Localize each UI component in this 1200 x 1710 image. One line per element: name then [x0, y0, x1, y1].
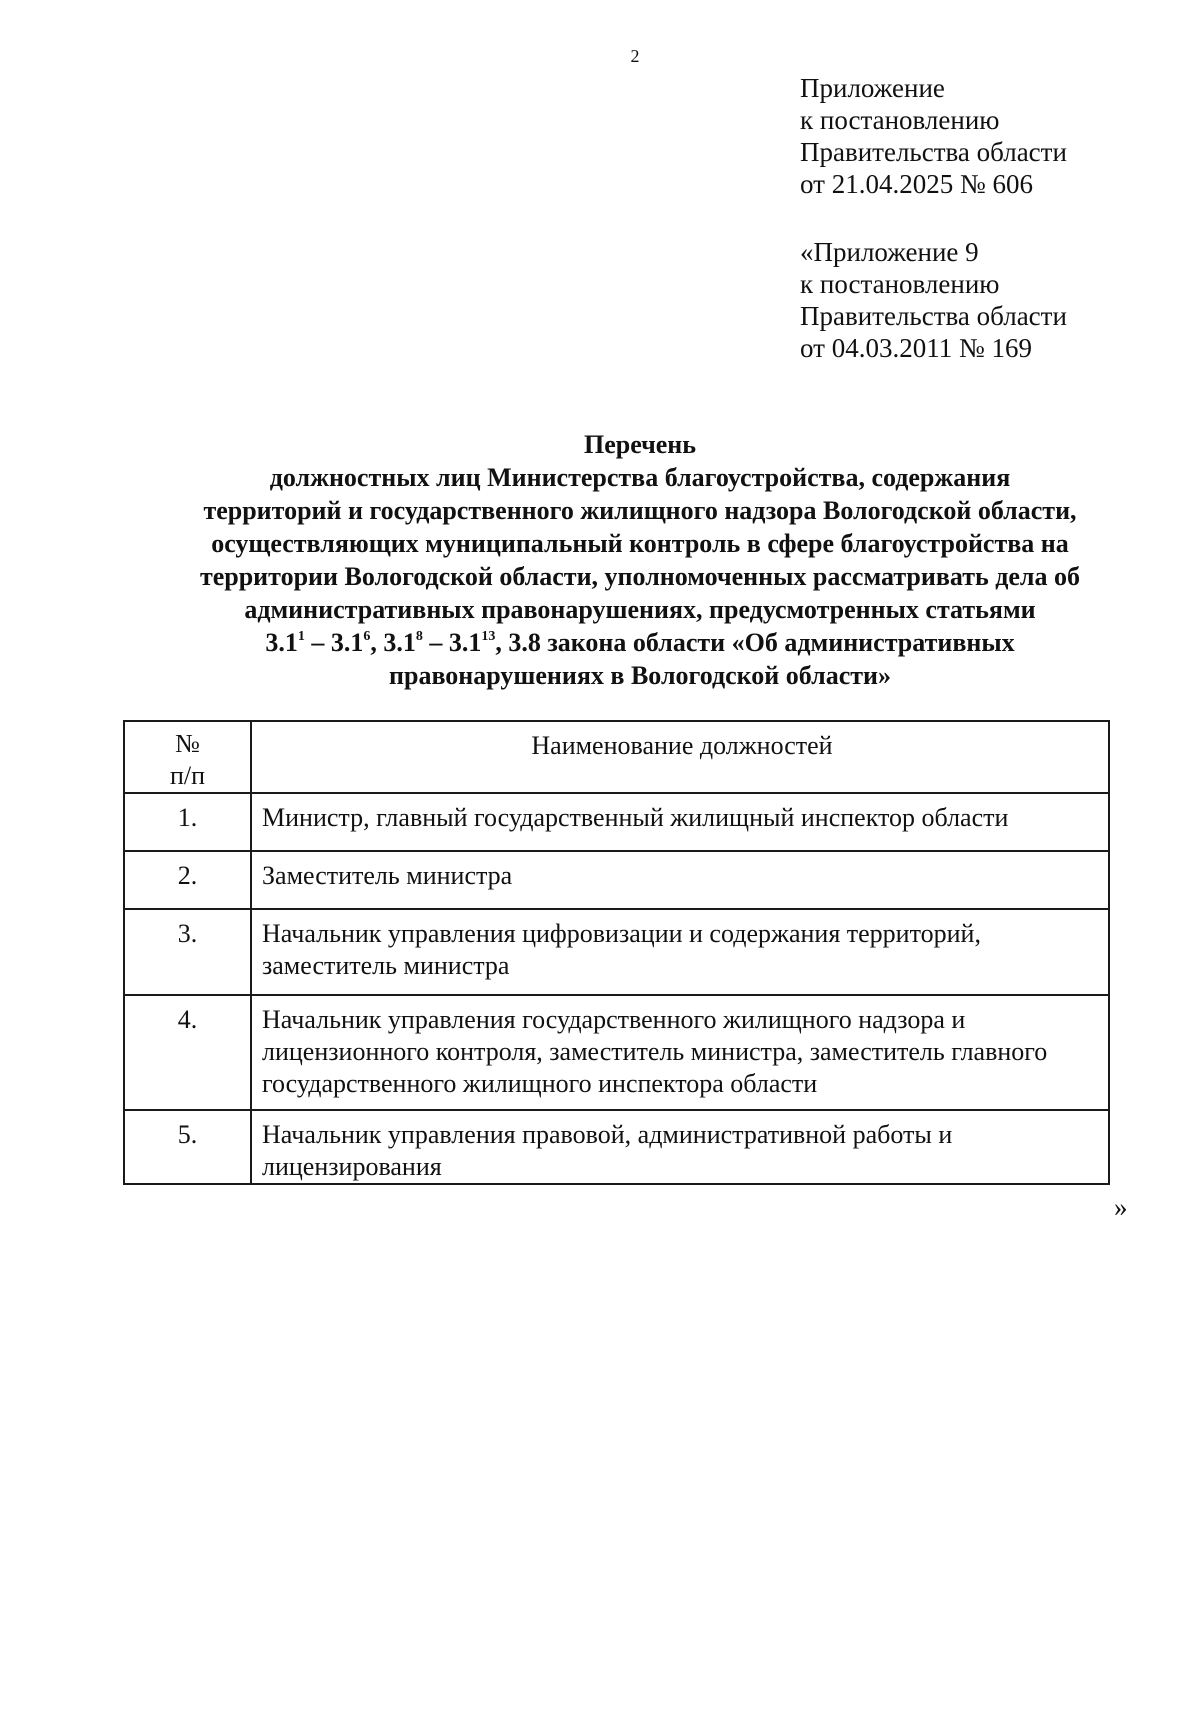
table-row [124, 1110, 1109, 1184]
title-line-5: административных правонарушениях, предусмотренных статьями [244, 595, 1036, 624]
title-line-6-rest: , 3.8 закона области «Об административных [495, 628, 1015, 657]
row-position: Министр, главный государственный жилищный инспектор области [251, 793, 1109, 851]
title-heading: Перечень [583, 430, 697, 459]
article-ref-b: , 3.1 [370, 628, 416, 657]
page-number: 2 [630, 46, 640, 66]
appendix-header-old [800, 236, 1067, 364]
row-position: Начальник управления государственного жилищного надзора и лицензионного контроля, заместитель министра, заместитель главного государственного жилищного инспектора области [251, 995, 1109, 1110]
appendix-new-line-1: Приложение [800, 73, 945, 103]
table-row [124, 793, 1109, 851]
row-number: 4. [124, 995, 251, 1110]
appendix-new-line-3: Правительства области [800, 137, 1067, 167]
title-line-6 [120, 626, 1160, 659]
title-line-3: осуществляющих муниципальный контроль в сфере благоустройства на [211, 529, 1069, 558]
appendix-new-line-2: к постановлению [800, 105, 1000, 135]
row-number: 1. [124, 793, 251, 851]
header-number [124, 721, 251, 793]
article-ref-a: 3.1 [265, 628, 298, 657]
appendix-header-new [800, 72, 1067, 200]
header-position-name: Наименование должностей [251, 721, 1109, 793]
appendix-old-line-2: к постановлению [800, 269, 1000, 299]
positions-table [123, 720, 1110, 1185]
row-number: 5. [124, 1110, 251, 1184]
article-sup-a: 1 [297, 629, 305, 644]
row-position: Заместитель министра [251, 851, 1109, 909]
appendix-old-line-3: Правительства области [800, 301, 1067, 331]
closing-quote: » [1114, 1192, 1128, 1222]
title-line-2: территорий и государственного жилищного надзора Вологодской области, [203, 496, 1077, 525]
table-row [124, 909, 1109, 995]
row-position: Начальник управления цифровизации и содержания территорий, заместитель министра [251, 909, 1109, 995]
row-position: Начальник управления правовой, административной работы и лицензирования [251, 1110, 1109, 1184]
document-title [120, 428, 1160, 692]
table-row [124, 995, 1109, 1110]
appendix-old-line-4: от 04.03.2011 № 169 [800, 333, 1032, 363]
header-number-line-1: № [175, 729, 200, 758]
article-dash-b: – 3.1 [422, 628, 482, 657]
table-row [124, 851, 1109, 909]
appendix-new-line-4: от 21.04.2025 № 606 [800, 169, 1033, 199]
row-number: 3. [124, 909, 251, 995]
appendix-old-line-1: «Приложение 9 [800, 237, 979, 267]
title-line-7: правонарушениях в Вологодской области» [389, 661, 891, 690]
article-sup-b: 6 [363, 629, 371, 644]
article-dash-a: – 3.1 [304, 628, 364, 657]
title-line-1: должностных лиц Министерства благоустройства, содержания [269, 463, 1011, 492]
article-sup-c: 8 [415, 629, 423, 644]
header-number-line-2: п/п [169, 761, 206, 790]
table-header-row [124, 721, 1109, 793]
article-sup-d: 13 [481, 629, 496, 644]
title-line-4: территории Вологодской области, уполномоченных рассматривать дела об [199, 562, 1081, 591]
row-number: 2. [124, 851, 251, 909]
